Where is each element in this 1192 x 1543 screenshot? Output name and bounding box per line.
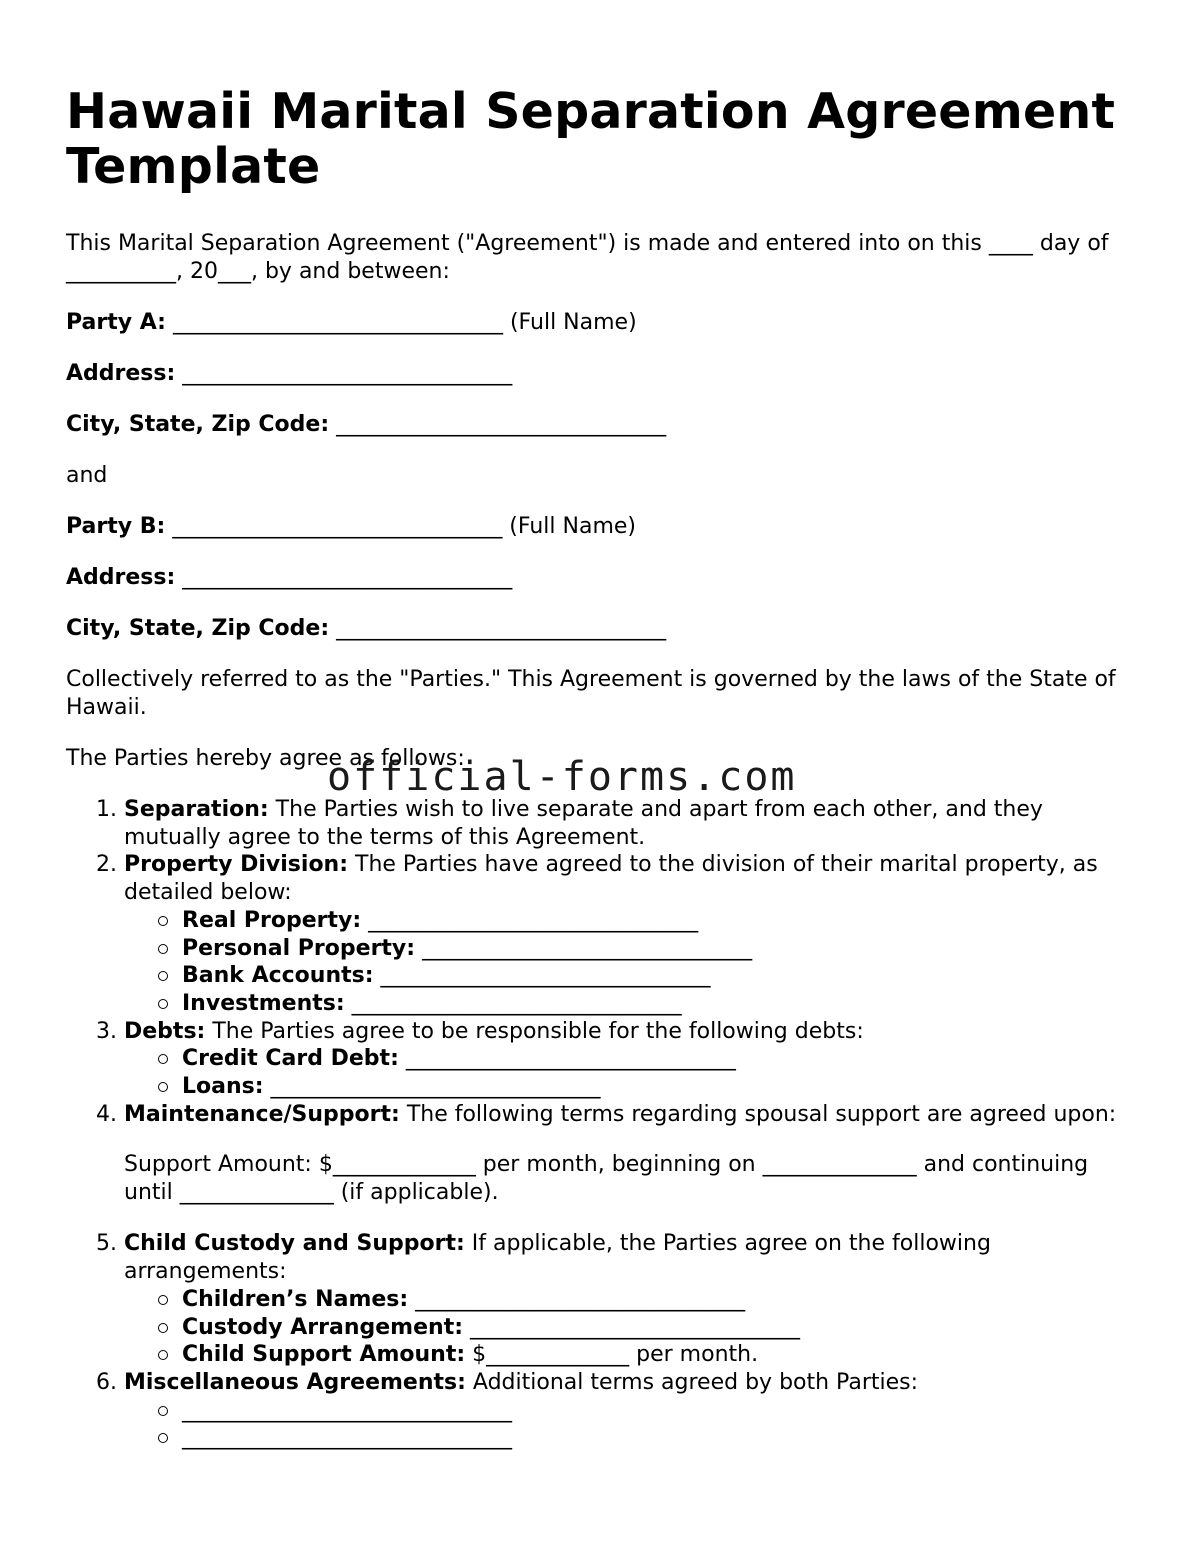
section-label: Miscellaneous Agreements:: [124, 1369, 466, 1395]
debts-sublist: [124, 1045, 1126, 1100]
item-blank: ______________________________: [263, 1074, 601, 1100]
intro-paragraph: This Marital Separation Agreement ("Agreement") is made and entered into on this ____ day of __________, 20___, by and between:: [66, 231, 1109, 284]
item-blank: ______________________________: [415, 935, 753, 961]
field-blank: ______________________________ (Full Name): [172, 310, 637, 335]
list-item: ______________________________: [182, 1424, 1126, 1452]
field-blank: ______________________________ (Full Name): [172, 514, 636, 539]
field-blank: ______________________________: [336, 616, 667, 641]
list-item-child-custody: [124, 1230, 1126, 1369]
document-page: [66, 84, 1126, 1452]
page-title: Hawaii Marital Separation Agreement Template: [66, 83, 1116, 195]
and-text: and: [66, 463, 108, 488]
section-label: Property Division:: [124, 852, 349, 878]
item-blank: ______________________________: [408, 1286, 746, 1312]
item-label: Child Support Amount:: [182, 1342, 466, 1368]
item-blank: ______________________________: [463, 1314, 801, 1340]
terms-list: [66, 796, 1126, 1452]
property-sublist: [124, 907, 1126, 1018]
list-item-property-division: [124, 851, 1126, 1017]
item-label: Investments:: [182, 990, 345, 1016]
item-blank: $_____________ per month.: [465, 1342, 759, 1368]
field-blank: ______________________________: [182, 565, 513, 590]
item-blank: ______________________________: [398, 1046, 736, 1072]
item-blank: ______________________________: [344, 990, 682, 1016]
section-text: The Parties wish to live separate and apart from each other, and they mutually agree to the terms of this Agreement.: [124, 797, 1043, 850]
list-item: [182, 962, 1126, 990]
support-amount-line: Support Amount: $_____________ per month, beginning on ______________ and continuing until ______________ (if applicable).: [124, 1152, 1089, 1206]
field-label: Party A:: [66, 310, 166, 335]
party-b-city-field: [66, 615, 1126, 643]
list-item-separation: [124, 796, 1126, 851]
party-a-name-field: [66, 309, 1126, 337]
party-b-name-field: [66, 513, 1126, 541]
item-label: Credit Card Debt:: [182, 1046, 399, 1072]
list-item: [182, 1341, 1126, 1369]
item-label: Loans:: [182, 1074, 264, 1100]
field-label: Address:: [66, 361, 176, 386]
party-b-address-field: [66, 564, 1126, 592]
section-label: Child Custody and Support:: [124, 1231, 465, 1257]
list-item: [182, 1314, 1126, 1342]
watermark-text: official-forms.com: [327, 754, 797, 800]
item-label: Children’s Names:: [182, 1286, 409, 1312]
item-label: Real Property:: [182, 907, 362, 933]
field-label: Party B:: [66, 514, 166, 539]
party-a-address-field: [66, 360, 1126, 388]
section-text: The Parties agree to be responsible for the following debts:: [205, 1018, 864, 1044]
list-item: [182, 990, 1126, 1018]
field-label: Address:: [66, 565, 176, 590]
list-item: [182, 935, 1126, 963]
field-label: City, State, Zip Code:: [66, 412, 330, 437]
list-item: ______________________________: [182, 1397, 1126, 1425]
party-a-city-field: [66, 411, 1126, 439]
list-item-debts: [124, 1018, 1126, 1101]
section-label: Maintenance/Support:: [124, 1101, 400, 1127]
section-label: Debts:: [124, 1018, 206, 1044]
item-label: Personal Property:: [182, 935, 416, 961]
field-label: City, State, Zip Code:: [66, 616, 330, 641]
item-blank: ______________________________: [361, 907, 699, 933]
misc-sublist: [124, 1397, 1126, 1452]
section-text: Additional terms agreed by both Parties:: [465, 1369, 919, 1395]
custody-sublist: [124, 1286, 1126, 1369]
item-blank: ______________________________: [373, 963, 711, 989]
item-label: Bank Accounts:: [182, 963, 374, 989]
list-item-maintenance-support: [124, 1101, 1126, 1208]
agree-intro: The Parties hereby agree as follows:: [66, 746, 465, 771]
section-text: The Parties have agreed to the division of their marital property, as detailed below:: [124, 852, 1098, 906]
section-text: If applicable, the Parties agree on the following arrangements:: [124, 1231, 991, 1285]
collective-paragraph: Collectively referred to as the "Parties." This Agreement is governed by the laws of the State of Hawaii.: [66, 667, 1116, 720]
list-item: [182, 1045, 1126, 1073]
list-item: [182, 1286, 1126, 1314]
field-blank: ______________________________: [182, 361, 513, 386]
field-blank: ______________________________: [336, 412, 667, 437]
item-label: Custody Arrangement:: [182, 1314, 464, 1340]
list-item: [182, 907, 1126, 935]
section-label: Separation:: [124, 797, 269, 822]
list-item: [182, 1073, 1126, 1101]
list-item-miscellaneous: [124, 1369, 1126, 1452]
section-text: The following terms regarding spousal support are agreed upon:: [399, 1101, 1117, 1127]
